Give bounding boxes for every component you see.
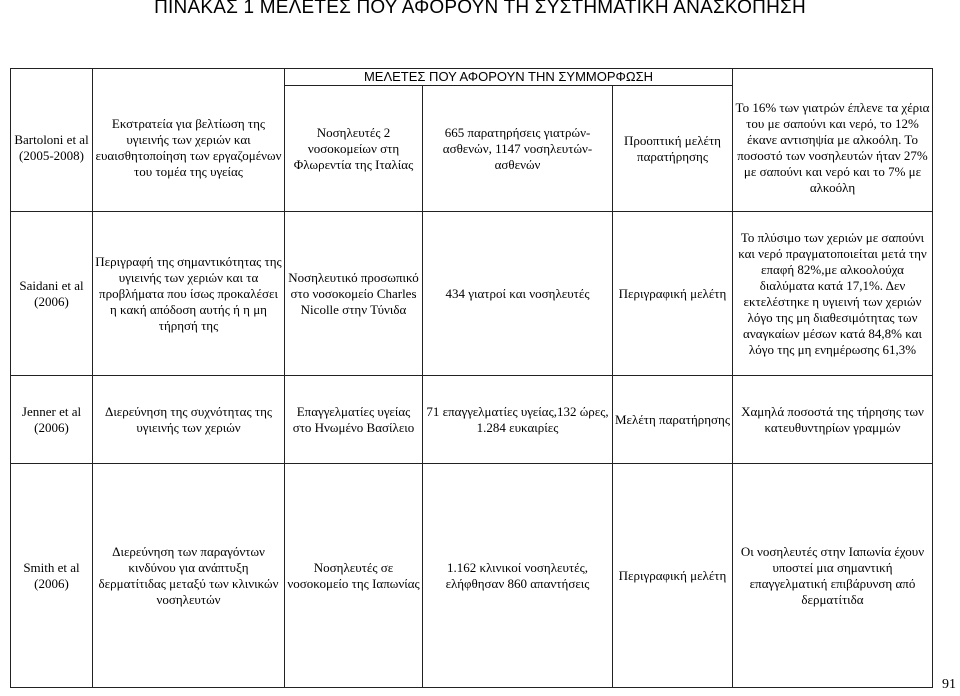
header-blank-cell [733,69,933,86]
header-blank-cell [93,69,285,86]
table-row [11,464,933,688]
design-cell: Προοπτική μελέτη παρατήρησης [613,86,733,212]
aim-cell: Διερεύνηση των παραγόντων κινδύνου για ανάπτυξη δερματίτιδας μεταξύ των κλινικών νοσηλευτών [93,464,285,688]
table-row [11,376,933,464]
design-cell: Μελέτη παρατήρησης [613,376,733,464]
setting-cell: Νοσηλευτές 2 νοσοκομείων στη Φλωρεντία της Ιταλίας [285,86,423,212]
design-cell: Περιγραφική μελέτη [613,464,733,688]
results-cell: Το 16% των γιατρών έπλενε τα χέρια του με σαπούνι και νερό, το 12% έκανε αντισηψία με αλκοόλη. Το ποσοστό των νοσηλευτών ήταν 27% με σαπούνι και νερό και το 7% με αλκοόλη [733,86,933,212]
table-row [11,86,933,212]
table-header-row [11,69,933,86]
page-number: 91 [942,677,956,692]
author-cell: Bartoloni et al (2005-2008) [11,86,93,212]
author-cell: Saidani et al (2006) [11,212,93,376]
author-cell: Smith et al (2006) [11,464,93,688]
studies-table [10,68,933,688]
section-header: ΜΕΛΕΤΕΣ ΠΟΥ ΑΦΟΡΟΥΝ ΤΗΝ ΣΥΜΜΟΡΦΩΣΗ [285,69,733,86]
page-title: ΠΙΝΑΚΑΣ 1 ΜΕΛΕΤΕΣ ΠΟΥ ΑΦΟΡΟΥΝ ΤΗ ΣΥΣΤΗΜΑΤΙΚΗ ΑΝΑΣΚΟΠΗΣΗ [154,0,806,18]
results-cell: Το πλύσιμο των χεριών με σαπούνι και νερό πραγματοποιείται μετά την επαφή 82%,με αλκοολούχα διαλύματα κατά 17,1%. Δεν εκτελέστηκε η υγιεινή των χεριών λόγο της μη διαθεσιμότητας των αναγκαίων μέσων κατά 84,8% και λόγο της μη ενημέρωσης 61,3% [733,212,933,376]
setting-cell: Νοσηλευτές σε νοσοκομείο της Ιαπωνίας [285,464,423,688]
header-blank-cell [11,69,93,86]
sample-cell: 71 επαγγελματίες υγείας,132 ώρες, 1.284 ευκαιρίες [423,376,613,464]
sample-cell: 434 γιατροί και νοσηλευτές [423,212,613,376]
aim-cell: Διερεύνηση της συχνότητας της υγιεινής των χεριών [93,376,285,464]
design-cell: Περιγραφική μελέτη [613,212,733,376]
aim-cell: Περιγραφή της σημαντικότητας της υγιεινής των χεριών και τα προβλήματα που ίσως προκαλέσει η κακή απόδοση αυτής ή η μη τήρησή της [93,212,285,376]
results-cell: Οι νοσηλευτές στην Ιαπωνία έχουν υποστεί μια σημαντική επαγγελματική επιβάρυνση από δερματίτιδα [733,464,933,688]
results-cell: Χαμηλά ποσοστά της τήρησης των κατευθυντηρίων γραμμών [733,376,933,464]
author-cell: Jenner et al (2006) [11,376,93,464]
table-row [11,212,933,376]
aim-cell: Εκστρατεία για βελτίωση της υγιεινής των χεριών και ευαισθητοποίηση των εργαζομένων του τομέα της υγείας [93,86,285,212]
setting-cell: Επαγγελματίες υγείας στο Ηνωμένο Βασίλειο [285,376,423,464]
setting-cell: Νοσηλευτικό προσωπικό στο νοσοκομείο Charles Nicolle στην Τύνιδα [285,212,423,376]
sample-cell: 1.162 κλινικοί νοσηλευτές, ελήφθησαν 860 απαντήσεις [423,464,613,688]
sample-cell: 665 παρατηρήσεις γιατρών-ασθενών, 1147 νοσηλευτών-ασθενών [423,86,613,212]
